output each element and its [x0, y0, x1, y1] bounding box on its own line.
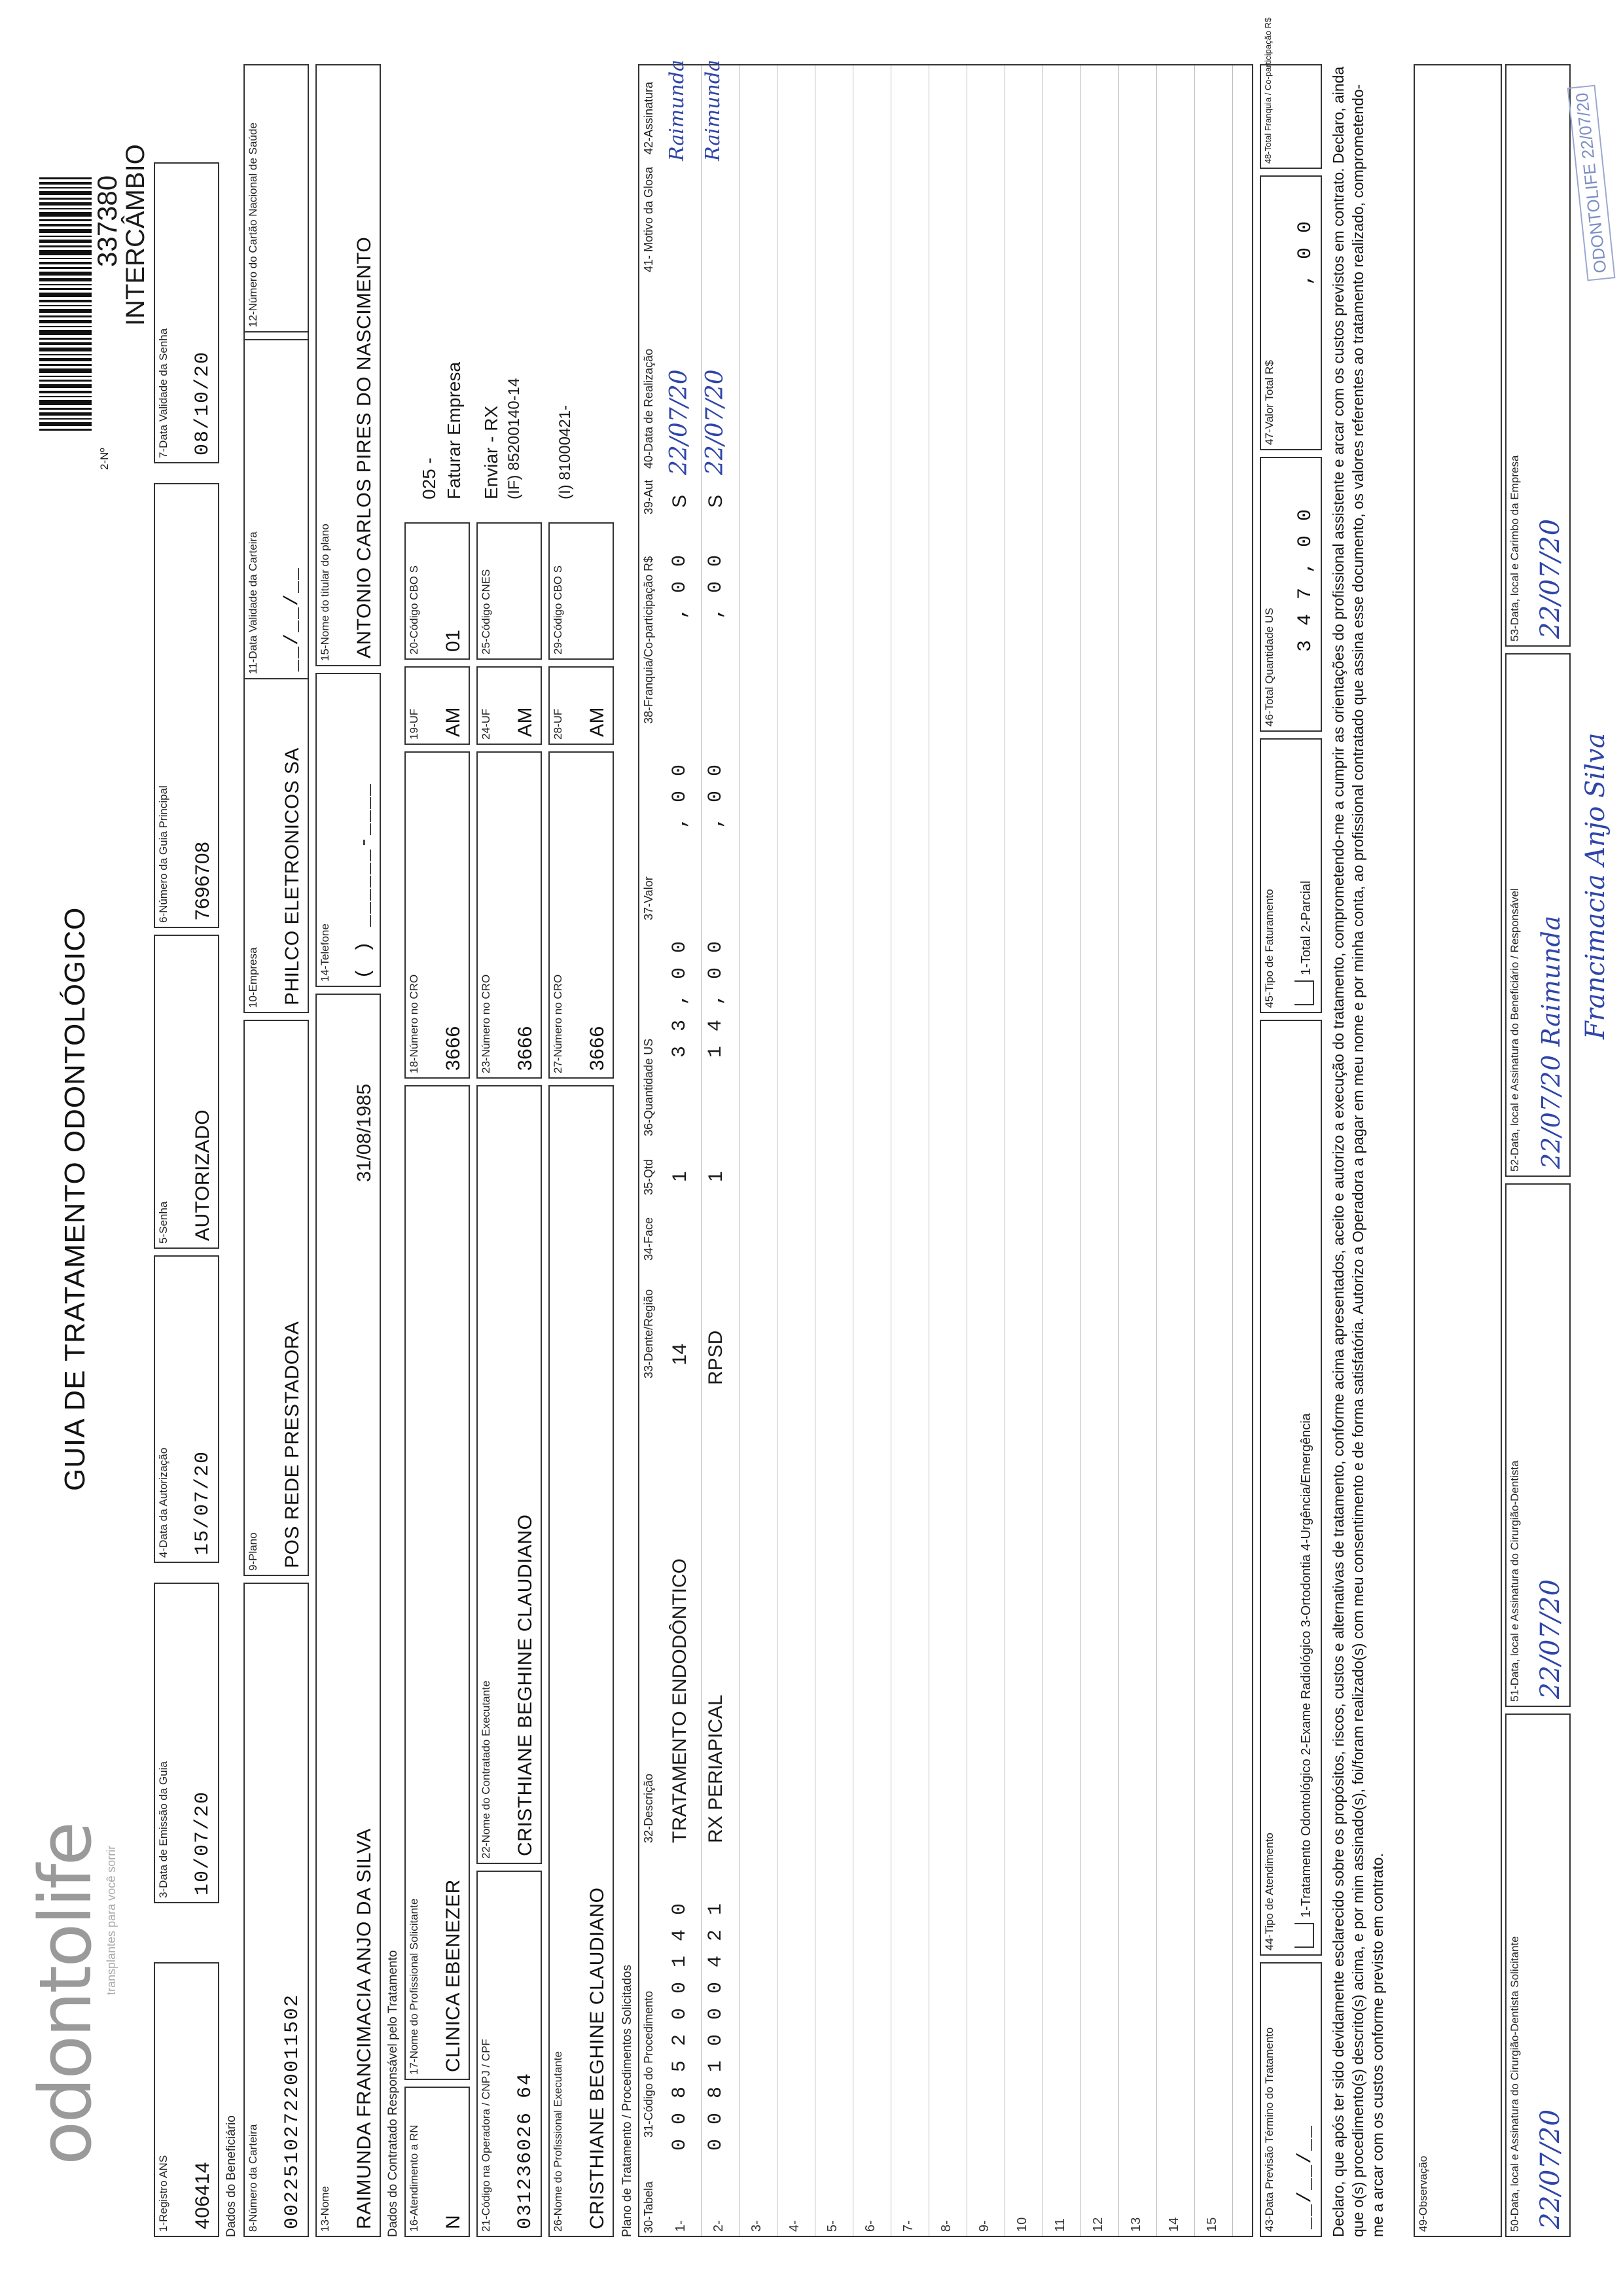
field-value: , 0 0 [1294, 219, 1317, 285]
field-assinatura-dentista[interactable] [1505, 1183, 1571, 1707]
row-line [1118, 65, 1119, 2236]
field-label: 21-Código na Operadora / CNPJ / CPF [480, 2039, 492, 2232]
field-value: ANTONIO CARLOS PIRES DO NASCIMENTO [353, 236, 375, 658]
field-label: 28-UF [552, 708, 564, 740]
field-label: 52-Data, local e Assinatura do Beneficiário / Responsável [1508, 888, 1521, 1172]
logo [26, 1746, 137, 2165]
field-valor-total[interactable] [1260, 175, 1322, 450]
field-label: 7-Data Validade da Senha [157, 328, 169, 458]
row-number: 13 [1129, 2217, 1143, 2232]
field-label: 4-Data da Autorização [157, 1447, 169, 1558]
logo-text: odontolife [24, 1823, 107, 2165]
field-label: 8-Número da Carteira [247, 2124, 259, 2232]
field-value: CLINICA EBENEZER [442, 1879, 464, 2072]
page-title: GUIA DE TRATAMENTO ODONTOLÓGICO [59, 906, 91, 1491]
checkbox-faturamento[interactable] [1294, 980, 1314, 1005]
field-telefone[interactable] [315, 673, 381, 987]
row2-franquia: , 0 0 [705, 553, 727, 619]
col-face: 34-Face [642, 1217, 655, 1261]
field-label: 18-Número no CRO [408, 974, 420, 1073]
guide-number: 337380 [92, 175, 122, 267]
field-label: 50-Data, local e Assinatura do Cirurgião-Dentista Solicitante [1508, 1936, 1521, 2232]
field-label: 12-Número do Cartão Nacional de Saúde [247, 122, 259, 327]
faturamento-options: 1-Total 2-Parcial [1299, 880, 1313, 975]
row2-signature: Raimunda [702, 60, 724, 161]
row-number: 6- [863, 2220, 878, 2232]
field-label: 47-Valor Total R$ [1263, 360, 1275, 445]
field-label: 27-Número no CRO [552, 974, 564, 1073]
field-cartao-nacional[interactable] [243, 64, 309, 332]
row-number: 11 [1053, 2218, 1067, 2232]
field-label: 20-Código CBO S [408, 565, 420, 655]
col-franquia: 38-Franquia/Co-participação R$ [642, 556, 655, 724]
field-data-emissao[interactable] [154, 1583, 219, 1903]
field-label: 3-Data de Emissão da Guia [157, 1761, 169, 1898]
intercambio-label: INTERCÂMBIO [121, 144, 150, 326]
field-uf-executante[interactable] [548, 666, 614, 745]
field-observacao[interactable] [1414, 64, 1502, 2237]
field-label: 9-Plano [247, 1532, 259, 1571]
field-uf-solicitante[interactable] [404, 666, 470, 745]
checkbox-atendimento[interactable] [1294, 1923, 1314, 1948]
row1-aut: S [669, 494, 690, 508]
row2-valor: , 0 0 [705, 762, 727, 829]
field-label: 13-Nome [319, 2186, 331, 2232]
field-value: CRISTHIANE BEGHINE CLAUDIANO [586, 1887, 608, 2229]
field-nome[interactable] [315, 994, 381, 2237]
note-faturar-empresa: Faturar Empresa [444, 361, 464, 499]
field-cbo-executante[interactable] [548, 522, 614, 660]
guide-number-label: 2-Nº [98, 448, 111, 470]
field-label: 49-Observação [1417, 2155, 1429, 2232]
field-uf-contratado[interactable] [476, 666, 542, 745]
field-value: 7696708 [192, 841, 213, 920]
row-line [1194, 65, 1195, 2236]
field-carimbo-empresa[interactable] [1505, 64, 1571, 647]
company-stamp: ODONTOLIFE 22/07/20 [1567, 85, 1616, 281]
field-tipo-atendimento[interactable] [1260, 1020, 1322, 1956]
field-label: 5-Senha [157, 1201, 169, 1244]
field-label: 15-Nome do titular do plano [319, 524, 331, 661]
row-number: 2- [711, 2220, 726, 2232]
field-assinatura-solicitante[interactable] [1505, 1713, 1571, 2237]
row1-qtd: 1 [669, 1171, 690, 1182]
row-line [739, 65, 740, 2236]
field-data-autorizacao[interactable] [154, 1255, 219, 1563]
field-label: 17-Nome do Profissional Solicitante [408, 1898, 420, 2075]
field-label: 24-UF [480, 708, 492, 740]
row-number: 12 [1091, 2217, 1105, 2232]
row-number: 9- [977, 2220, 991, 2232]
field-validade-senha[interactable] [154, 162, 219, 463]
field-value: 15/07/20 [192, 1450, 214, 1555]
note-if-code: (IF) 85200140-14 [505, 378, 523, 499]
field-value: ( ) ______-____ [353, 782, 376, 979]
row-number: 10 [1015, 2217, 1029, 2232]
row-number: 3- [749, 2220, 764, 2232]
field-value: CRISTHIANE BEGHINE CLAUDIANO [514, 1514, 536, 1856]
col-aut: 39-Aut [642, 479, 655, 514]
field-cbo-solicitante[interactable] [404, 522, 470, 660]
field-value: POS REDE PRESTADORA [281, 1321, 303, 1568]
field-label: 19-UF [408, 708, 420, 740]
section-plano: Plano de Tratamento / Procedimentos Solicitados [620, 1964, 634, 2237]
field-value: 22/07/20 [1535, 518, 1565, 639]
section-beneficiario: Dados do Beneficiário [224, 2115, 238, 2237]
field-label: 1-Registro ANS [157, 2155, 169, 2232]
field-assinatura-beneficiario[interactable] [1505, 653, 1571, 1177]
barcode [39, 156, 92, 431]
field-guia-principal[interactable] [154, 483, 219, 928]
field-label: 22-Nome do Contratado Executante [480, 1680, 492, 1859]
field-carteira[interactable] [243, 1583, 309, 2237]
field-validade-carteira[interactable] [243, 339, 309, 679]
field-registro-ans[interactable] [154, 1962, 219, 2237]
field-label: 16-Atendimento a RN [408, 2125, 420, 2232]
handwritten-name: Francimacia Anjo Silva [1580, 732, 1611, 1039]
col-descricao: 32-Descrição [642, 1773, 655, 1843]
field-value: 22/07/20 [1535, 1579, 1565, 1699]
row2-dente: RPSD [705, 1330, 726, 1385]
field-value: 08/10/20 [192, 350, 214, 456]
field-value: 01 [442, 629, 464, 652]
field-value: AM [586, 707, 608, 737]
field-label: 44-Tipo de Atendimento [1263, 1833, 1275, 1950]
row1-dente: 14 [669, 1343, 690, 1365]
row2-description: RX PERIAPICAL [705, 1695, 726, 1843]
field-label: 14-Telefone [319, 924, 331, 982]
field-label: 48-Total Franquia / Co-participação R$ [1263, 17, 1273, 164]
col-assinatura: 42-Assinatura [642, 81, 655, 154]
field-previsao-termino[interactable] [1260, 1962, 1322, 2237]
col-dente: 33-Dente/Região [642, 1289, 655, 1378]
note-enviar-rx: Enviar - RX [481, 405, 501, 499]
col-motivo-glosa: 41- Motivo da Glosa [642, 166, 655, 272]
atendimento-options: 1-Tratamento Odontológico 2-Exame Radiológico 3-Ortodontia 4-Urgência/Emergência [1299, 1413, 1313, 1918]
field-value: N [442, 2214, 464, 2229]
field-value: AM [514, 707, 536, 737]
field-plano[interactable] [243, 1020, 309, 1576]
row2-us: 1 4 , 0 0 [705, 939, 727, 1058]
col-valor: 37-Valor [642, 876, 655, 920]
field-profissional-solicitante[interactable] [404, 1085, 470, 2080]
note-025: 025 - [419, 457, 439, 499]
row1-description: TRATAMENTO ENDODÔNTICO [669, 1558, 690, 1843]
row1-signature: Raimunda [666, 60, 688, 161]
field-total-us[interactable] [1260, 457, 1322, 732]
field-senha[interactable] [154, 935, 219, 1249]
row2-qtd: 1 [705, 1171, 726, 1182]
field-label: 43-Data Previsão Término do Tratamento [1263, 2027, 1275, 2232]
row1-data: 22/07/20 [666, 369, 692, 475]
field-value: 406414 [192, 2161, 213, 2229]
field-value: 3 4 7 , 0 0 [1294, 507, 1317, 652]
row-number: 4- [787, 2220, 802, 2232]
field-cro-contratado[interactable] [476, 751, 542, 1079]
field-value: __/__/__ [281, 566, 304, 672]
col-codigo: 31-Código do Procedimento [642, 1990, 655, 2138]
col-qtd: 35-Qtd [642, 1158, 655, 1195]
field-label: 53-Data, local e Carimbo da Empresa [1508, 455, 1521, 641]
field-codigo-operadora[interactable] [476, 1871, 542, 2237]
row-number: 7- [901, 2220, 916, 2232]
row2-data: 22/07/20 [702, 369, 728, 475]
field-label: 51-Data, local e Assinatura do Cirurgião-Dentista [1508, 1460, 1521, 1702]
birth-date: 31/08/1985 [353, 1083, 375, 1182]
field-value: 3666 [586, 1026, 608, 1071]
col-quantidade-us: 36-Quantidade US [642, 1038, 655, 1136]
field-value: PHILCO ELETRONICOS SA [281, 747, 303, 1005]
row-number: 5- [825, 2220, 840, 2232]
row2-code: 0 0 8 1 0 0 0 4 2 1 [705, 1901, 727, 2151]
declaration-text: Declaro, que após ter sido devidamente esclarecido sobre os propósitos, riscos, custos e alternativas de tratamento, conforme acima apresentados, aceito e autorizo a execução do tratamento, comprometendo-me a cumprir as orientações do profissional assistente e arcar com os custos previstos em contrato. Declaro, ainda que o(s) procedimento(s) descrito(s) acima, e por mim assinado(s), foi/foram realizado(s) com meu consentimento e de forma satisfatória. Autorizo a Operadora a pagar em meu nome e por minha conta, ao profissional contratado que assina esse documento, os valores referentes ao tratamento realizado, comprometendo-me a arcar com os custos conforme previsto em contrato. [1330, 66, 1386, 2237]
field-value: AM [442, 707, 464, 737]
field-label: 29-Código CBO S [552, 565, 564, 655]
col-tabela: 30-Tabela [642, 2181, 655, 2233]
field-value: 22/07/20 [1535, 2109, 1565, 2229]
field-label: 6-Número da Guia Principal [157, 785, 169, 923]
procedures-table [638, 60, 1253, 2237]
row-line [1156, 65, 1157, 2236]
field-cnes[interactable] [476, 522, 542, 660]
row2-aut: S [705, 494, 726, 508]
row1-franquia: , 0 0 [669, 553, 691, 619]
field-cro-solicitante[interactable] [404, 751, 470, 1079]
field-tipo-faturamento[interactable] [1260, 738, 1322, 1013]
field-value: 10/07/20 [192, 1790, 214, 1895]
field-label: 26-Nome do Profissional Executante [552, 2051, 564, 2232]
field-label: 10-Empresa [247, 947, 259, 1008]
field-value: RAIMUNDA FRANCIMACIA ANJO DA SILVA [353, 1828, 375, 2229]
field-label: 11-Data Validade da Carteira [247, 531, 259, 674]
row-line [1080, 65, 1081, 2236]
row1-us: 3 3 , 0 0 [669, 939, 691, 1058]
field-profissional-executante[interactable] [548, 1085, 614, 2237]
field-cro-executante[interactable] [548, 751, 614, 1079]
field-label: 25-Código CNES [480, 569, 492, 655]
row1-valor: , 0 0 [669, 762, 691, 829]
row-number: 1- [673, 2220, 688, 2232]
field-contratado-executante[interactable] [476, 1085, 542, 1864]
note-i-code: (I) 81000421- [556, 404, 574, 499]
logo-tagline: transplantes para você sorrir [105, 1845, 118, 1995]
field-titular[interactable] [315, 64, 381, 666]
field-rn[interactable] [404, 2087, 470, 2237]
row1-code: 0 0 8 5 2 0 0 1 4 0 [669, 1901, 691, 2151]
field-value: 22/07/20 Raimunda [1537, 915, 1565, 1169]
field-value: 031236026 64 [514, 2072, 537, 2229]
field-value: 002251027220011502 [281, 1993, 304, 2229]
row-line [1232, 65, 1233, 2236]
field-label: 45-Tipo de Faturamento [1263, 889, 1275, 1008]
col-data-realizacao: 40-Data de Realização [642, 348, 655, 469]
section-contratado: Dados do Contratado Responsável pelo Tratamento [386, 1950, 400, 2237]
field-value: __/__/__ [1294, 2124, 1317, 2229]
field-value: 3666 [442, 1026, 464, 1071]
row-number: 8- [939, 2220, 954, 2232]
field-value: AUTORIZADO [192, 1109, 213, 1241]
field-label: 46-Total Quantidade US [1263, 607, 1275, 726]
field-value: 3666 [514, 1026, 536, 1071]
row-number: 14 [1167, 2217, 1181, 2232]
row-number: 15 [1205, 2217, 1219, 2232]
field-label: 23-Número no CRO [480, 974, 492, 1073]
field-total-franquia[interactable] [1260, 17, 1322, 169]
